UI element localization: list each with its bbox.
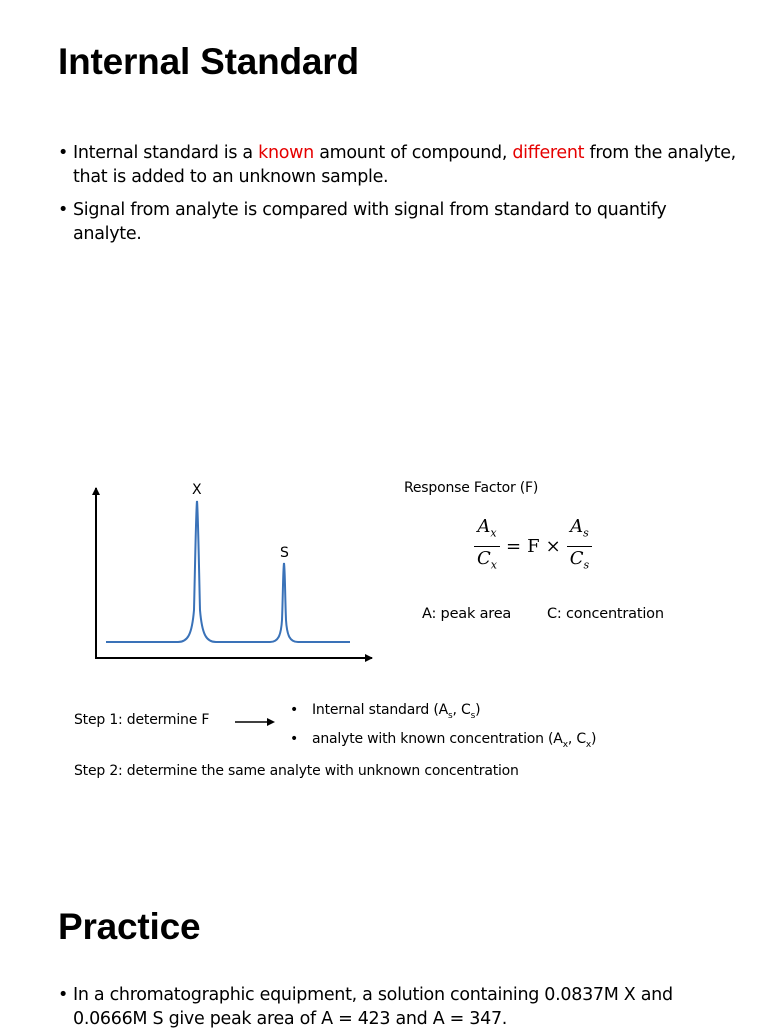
- rhs-fraction: [567, 518, 592, 574]
- equals-sign: =: [506, 535, 522, 557]
- concentration-legend: C: concentration: [547, 606, 664, 622]
- bullet-item: [58, 198, 738, 246]
- step-2-label: Step 2: determine the same analyte with unknown concentration: [74, 763, 519, 779]
- intro-bullet-list: [58, 141, 738, 246]
- response-factor-title: Response Factor (F): [404, 480, 539, 496]
- step-1-label: Step 1: determine F: [74, 712, 210, 728]
- step-1-list: [290, 699, 596, 757]
- factor-symbol: F: [527, 535, 540, 557]
- step-1-item: • analyte with known concentration ($A_x$, $C_x$): [290, 728, 596, 757]
- bullet-text: Internal standard is a: [73, 143, 259, 163]
- chromatogram-trace: [106, 501, 350, 642]
- fraction-denominator: $C_x$: [477, 547, 497, 572]
- fraction-numerator: $A_x$: [477, 518, 497, 540]
- bullet-text: Signal from analyte is compared with signal from standard to quantify analyte.: [73, 200, 667, 244]
- lhs-fraction: [474, 518, 500, 574]
- chromatogram-diagram: [80, 470, 380, 670]
- bullet-text: from the analyte, that is added to an unknown sample.: [73, 143, 736, 187]
- peak-area-legend: A: peak area: [422, 606, 512, 622]
- bullet-text: In a chromatographic equipment, a solution containing 0.0837M X and 0.0666M S give peak area of A = 423 and A = 347.: [73, 985, 673, 1029]
- step-1-item: • Internal standard ($A_s$, $C_s$): [290, 699, 596, 728]
- section-title: Internal Standard: [58, 41, 359, 82]
- fraction-numerator: $A_s$: [570, 518, 589, 540]
- bullet-text: amount of compound,: [313, 143, 513, 163]
- bullet-item: [58, 141, 738, 189]
- fraction-denominator: $C_s$: [569, 547, 590, 572]
- peak-x-label: X: [192, 482, 202, 498]
- arrow-right-icon: [234, 715, 276, 729]
- peak-s-label: S: [280, 545, 289, 561]
- highlighted-word: known: [258, 143, 314, 163]
- times-sign: ×: [545, 535, 561, 557]
- highlighted-word: different: [512, 143, 585, 163]
- response-factor-formula: [474, 518, 592, 574]
- section-title: Practice: [58, 906, 201, 947]
